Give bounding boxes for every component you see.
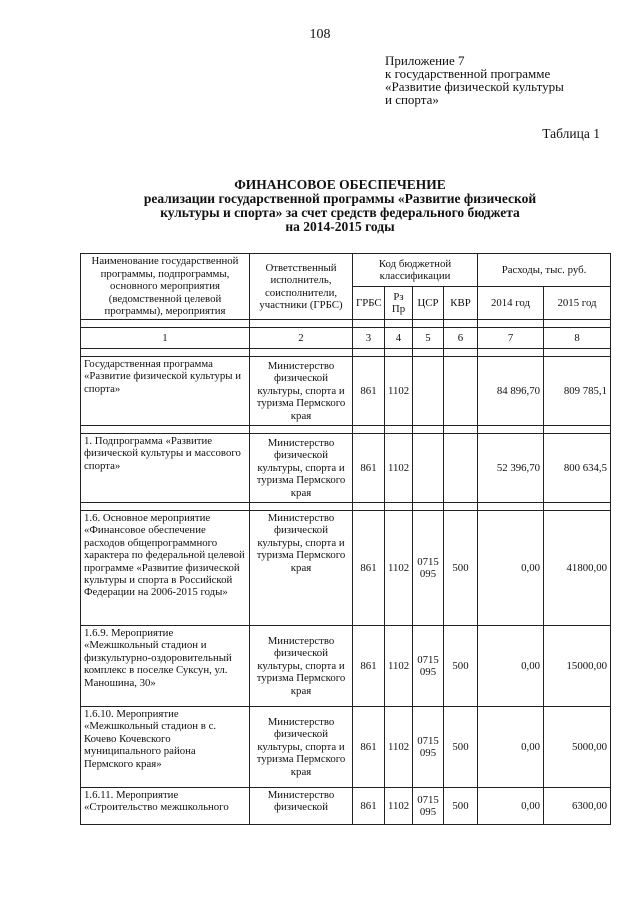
row-kvr: 500 [444, 788, 478, 825]
column-index: 8 [544, 328, 611, 349]
column-index: 6 [444, 328, 478, 349]
page-number: 108 [309, 27, 331, 42]
header-2015: 2015 год [544, 287, 611, 320]
row-rzpr: 1102 [385, 788, 413, 825]
row-executor: Министерство физической культуры, спорта и туризма Пермского края [250, 707, 353, 788]
row-rzpr: 1102 [385, 434, 413, 503]
row-rzpr: 1102 [385, 626, 413, 707]
header-rzpr: Рз Пр [385, 287, 413, 320]
table-label: Таблица 1 [542, 126, 600, 141]
header-expenses: Расходы, тыс. руб. [478, 254, 611, 287]
row-name: 1.6. Основное мероприятие «Финансовое обеспечение расходов общепрограммного характера по федеральной целевой программе «Развитие физической культуры и спорта в Российской Федерации на 2006-2015 годы» [81, 511, 250, 626]
row-executor: Министерство физической [250, 788, 353, 825]
row-2015: 5000,00 [544, 707, 611, 788]
appendix-line: к государственной программе [385, 66, 551, 81]
financing-table [80, 253, 611, 825]
row-kvr: 500 [444, 626, 478, 707]
row-csr: 0715 095 [413, 707, 444, 788]
row-name: 1. Подпрограмма «Развитие физической культуры и массового спорта» [81, 434, 250, 503]
header-executor: Ответственный исполнитель, соисполнители, участники (ГРБС) [250, 254, 353, 320]
row-kvr: 500 [444, 707, 478, 788]
header-kvr: КВР [444, 287, 478, 320]
row-rzpr: 1102 [385, 511, 413, 626]
row-executor: Министерство физической культуры, спорта и туризма Пермского края [250, 511, 353, 626]
row-name: 1.6.11. Мероприятие «Строительство межшкольного [81, 788, 250, 825]
row-2014: 0,00 [478, 511, 544, 626]
row-grbs: 861 [353, 434, 385, 503]
row-kvr [444, 434, 478, 503]
header-name: Наименование государственной программы, подпрограммы, основного мероприятия (ведомственной целевой программы), мероприятия [81, 254, 250, 320]
row-csr [413, 434, 444, 503]
row-grbs: 861 [353, 626, 385, 707]
table-row [81, 434, 611, 503]
row-2015: 809 785,1 [544, 357, 611, 426]
document-heading [80, 178, 600, 234]
row-kvr: 500 [444, 511, 478, 626]
appendix-line: и спорта» [385, 92, 439, 107]
row-csr: 0715 095 [413, 626, 444, 707]
row-grbs: 861 [353, 357, 385, 426]
row-name: Государственная программа «Развитие физической культуры и спорта» [81, 357, 250, 426]
header-grbs: ГРБС [353, 287, 385, 320]
row-executor: Министерство физической культуры, спорта и туризма Пермского края [250, 434, 353, 503]
row-grbs: 861 [353, 788, 385, 825]
row-grbs: 861 [353, 707, 385, 788]
row-name: 1.6.9. Мероприятие «Межшкольный стадион и физкультурно-оздоровительный комплекс в поселке Суксун, ул. Маношина, 30» [81, 626, 250, 707]
row-2015: 6300,00 [544, 788, 611, 825]
row-2015: 41800,00 [544, 511, 611, 626]
row-grbs: 861 [353, 511, 385, 626]
column-index: 4 [385, 328, 413, 349]
heading-line: реализации государственной программы «Развитие физической [143, 191, 537, 206]
header-budget-code: Код бюджетной классификации [353, 254, 478, 287]
row-kvr [444, 357, 478, 426]
row-name: 1.6.10. Мероприятие «Межшкольный стадион в с. Кочево Кочевского муниципального района Пермского края» [81, 707, 250, 788]
row-executor: Министерство физической культуры, спорта и туризма Пермского края [250, 626, 353, 707]
column-index: 7 [478, 328, 544, 349]
row-csr: 0715 095 [413, 788, 444, 825]
column-index: 1 [81, 328, 250, 349]
heading-line: культуры и спорта» за счет средств федерального бюджета [160, 205, 520, 220]
row-2014: 0,00 [478, 626, 544, 707]
table-row [81, 511, 611, 626]
row-2015: 800 634,5 [544, 434, 611, 503]
table-row [81, 357, 611, 426]
table-row [81, 788, 611, 825]
table-row [81, 707, 611, 788]
row-2014: 52 396,70 [478, 434, 544, 503]
header-2014: 2014 год [478, 287, 544, 320]
column-index: 5 [413, 328, 444, 349]
table-row [81, 626, 611, 707]
row-csr: 0715 095 [413, 511, 444, 626]
header-csr: ЦСР [413, 287, 444, 320]
appendix-block [385, 54, 564, 106]
row-2015: 15000,00 [544, 626, 611, 707]
column-index: 3 [353, 328, 385, 349]
appendix-line: «Развитие физической культуры [385, 79, 564, 94]
row-executor: Министерство физической культуры, спорта и туризма Пермского края [250, 357, 353, 426]
column-index: 2 [250, 328, 353, 349]
row-2014: 0,00 [478, 707, 544, 788]
row-rzpr: 1102 [385, 707, 413, 788]
row-rzpr: 1102 [385, 357, 413, 426]
row-2014: 0,00 [478, 788, 544, 825]
heading-line: на 2014-2015 годы [285, 219, 395, 234]
heading-title: ФИНАНСОВОЕ ОБЕСПЕЧЕНИЕ [234, 177, 446, 192]
row-2014: 84 896,70 [478, 357, 544, 426]
row-csr [413, 357, 444, 426]
appendix-line: Приложение 7 [385, 53, 465, 68]
